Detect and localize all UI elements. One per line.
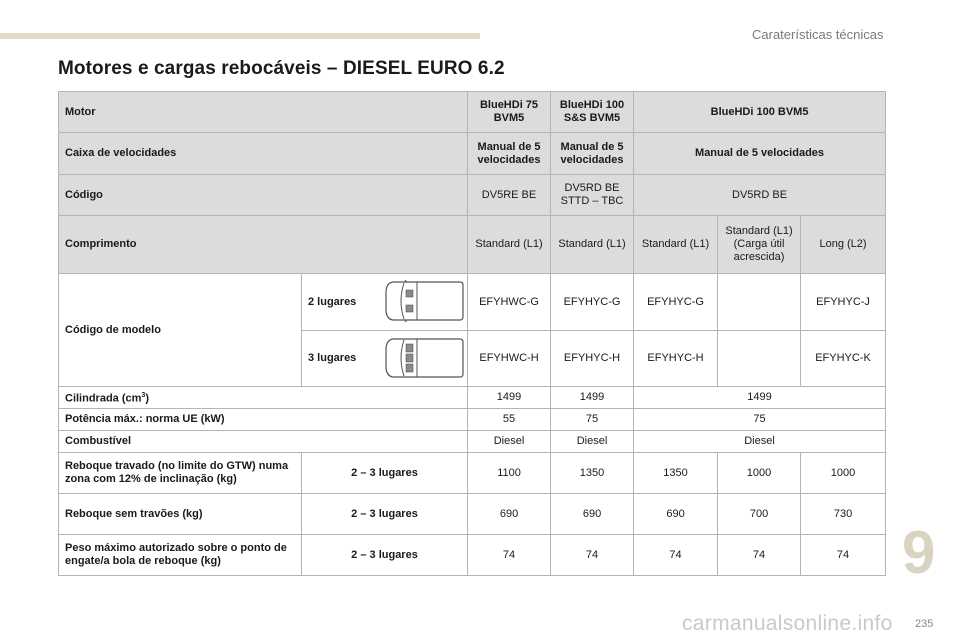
table-cell: 75: [634, 409, 886, 431]
seats-cell-2: [302, 274, 468, 331]
table-row: [59, 431, 886, 453]
table-cell: Diesel: [634, 431, 886, 453]
table-cell: DV5RD BE: [634, 175, 886, 216]
table-cell: 1499: [468, 387, 551, 409]
table-cell: EFYHYC-G: [634, 274, 718, 331]
table-cell: 1000: [801, 453, 886, 494]
table-cell: EFYHYC-K: [801, 331, 886, 387]
page-title: Motores e cargas rebocáveis – DIESEL EURO 6.2: [58, 58, 505, 79]
table-row: [59, 175, 886, 216]
row-label: Reboque travado (no limite do GTW) numa zona com 12% de inclinação (kg): [59, 453, 302, 494]
table-cell: 690: [551, 494, 634, 535]
table-row: [59, 387, 886, 409]
row-label: Motor: [59, 92, 468, 133]
table-row: [59, 535, 886, 576]
table-row: [59, 92, 886, 133]
table-cell: 74: [468, 535, 551, 576]
table-row: [59, 409, 886, 431]
table-cell: EFYHYC-H: [634, 331, 718, 387]
row-label: Combustível: [59, 431, 468, 453]
table-cell: 730: [801, 494, 886, 535]
seats-cell: 2 – 3 lugares: [302, 453, 468, 494]
row-label: Comprimento: [59, 216, 468, 274]
table-cell: EFYHWC-G: [468, 274, 551, 331]
table-row: [59, 494, 886, 535]
table-cell: Standard (L1): [468, 216, 551, 274]
row-label: Código: [59, 175, 468, 216]
table-cell: 1100: [468, 453, 551, 494]
table-cell: Standard (L1) (Carga útil acrescida): [718, 216, 801, 274]
seats-label: 3 lugares: [308, 352, 357, 364]
table-cell: 74: [801, 535, 886, 576]
seats-cell: 2 – 3 lugares: [302, 494, 468, 535]
table-cell: 55: [468, 409, 551, 431]
table-cell: [718, 274, 801, 331]
table-cell: BlueHDi 100 S&S BVM5: [551, 92, 634, 133]
table-cell: 690: [468, 494, 551, 535]
row-label: Caixa de velocidades: [59, 133, 468, 175]
table-cell: Diesel: [551, 431, 634, 453]
engine-specs-table: [58, 91, 886, 576]
table-cell: [718, 331, 801, 387]
table-cell: 690: [634, 494, 718, 535]
row-label: Peso máximo autorizado sobre o ponto de engate/a bola de reboque (kg): [59, 535, 302, 576]
van-3-seats-icon: [384, 337, 464, 379]
table-cell: 1000: [718, 453, 801, 494]
table-row: [59, 453, 886, 494]
table-cell: BlueHDi 75 BVM5: [468, 92, 551, 133]
table-cell: Diesel: [468, 431, 551, 453]
table-cell: 74: [634, 535, 718, 576]
row-label: Potência máx.: norma UE (kW): [59, 409, 468, 431]
table-cell: EFYHWC-H: [468, 331, 551, 387]
table-cell: Manual de 5 velocidades: [468, 133, 551, 175]
seats-cell-3: [302, 331, 468, 387]
table-cell: 75: [551, 409, 634, 431]
table-row: [59, 133, 886, 175]
table-cell: 1350: [551, 453, 634, 494]
table-cell: DV5RD BE STTD – TBC: [551, 175, 634, 216]
van-2-seats-icon: [384, 280, 464, 322]
row-label: Cilindrada $(cm^3)$: [59, 387, 468, 409]
chapter-number: 9: [902, 519, 936, 586]
table-cell: Standard (L1): [634, 216, 718, 274]
table-row: [59, 274, 886, 331]
table-row: [59, 216, 886, 274]
table-cell: 1350: [634, 453, 718, 494]
row-label: Código de modelo: [59, 274, 302, 387]
watermark: carmanualsonline.info: [682, 612, 893, 635]
table-cell: Standard (L1): [551, 216, 634, 274]
header-accent-bar: [0, 33, 480, 39]
table-cell: 1499: [634, 387, 886, 409]
table-cell: 700: [718, 494, 801, 535]
table-cell: EFYHYC-H: [551, 331, 634, 387]
table-cell: BlueHDi 100 BVM5: [634, 92, 886, 133]
table-cell: EFYHYC-G: [551, 274, 634, 331]
table-cell: 74: [718, 535, 801, 576]
table-cell: EFYHYC-J: [801, 274, 886, 331]
table-cell: 1499: [551, 387, 634, 409]
section-header: Caraterísticas técnicas: [752, 27, 884, 42]
seats-cell: 2 – 3 lugares: [302, 535, 468, 576]
table-cell: Manual de 5 velocidades: [551, 133, 634, 175]
table-cell: Manual de 5 velocidades: [634, 133, 886, 175]
row-label: Reboque sem travões (kg): [59, 494, 302, 535]
page-number: 235: [915, 618, 934, 630]
seats-label: 2 lugares: [308, 295, 357, 308]
table-cell: Long (L2): [801, 216, 886, 274]
table-cell: DV5RE BE: [468, 175, 551, 216]
table-cell: 74: [551, 535, 634, 576]
